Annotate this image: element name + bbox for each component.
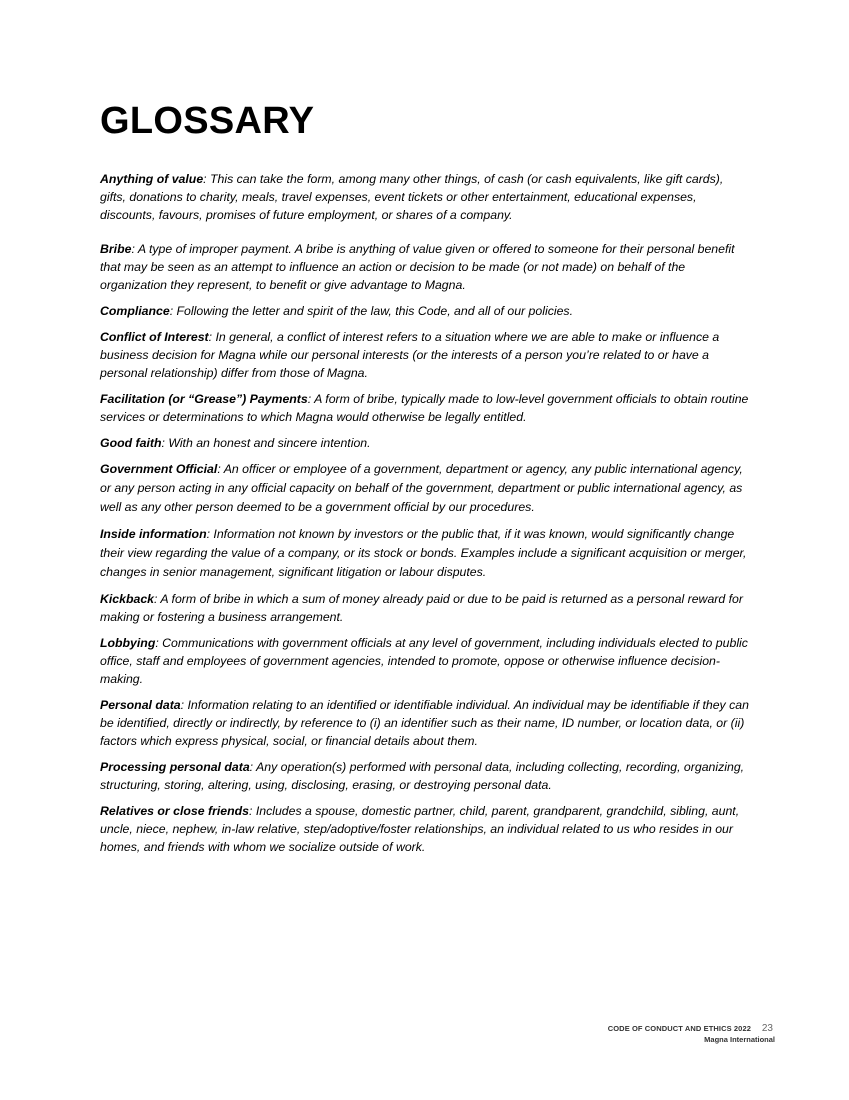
glossary-term: Bribe xyxy=(100,242,132,256)
glossary-term: Inside information xyxy=(100,527,207,541)
glossary-entry-anything-of-value xyxy=(100,170,752,224)
glossary-definition: : In general, a conflict of interest refers to a situation where we are able to make or influence a business decision for Magna while our personal interests (or the interests of a person you’re related to or have a personal relationship) differ from those of Magna. xyxy=(100,330,720,380)
glossary-entry-good-faith xyxy=(100,434,752,452)
glossary-definition: : A form of bribe, typically made to low-level government officials to obtain routine services or determinations to which Magna would otherwise be legally entitled. xyxy=(100,392,749,424)
glossary-entry-kickback xyxy=(100,590,752,626)
glossary-entry-government-official xyxy=(100,460,752,517)
glossary-entry-conflict-of-interest xyxy=(100,328,752,382)
glossary-definition: : A form of bribe in which a sum of money already paid or due to be paid is returned as a personal reward for making or fostering a business arrangement. xyxy=(100,592,743,624)
glossary-entry-facilitation-payments xyxy=(100,390,752,426)
glossary-term: Government Official xyxy=(100,462,218,476)
glossary-definition: : A type of improper payment. A bribe is anything of value given or offered to someone for their personal benefit that may be seen as an attempt to influence an action or decision to be made (or not made) on behalf of the organization they represent, to benefit or give advantage to Magna. xyxy=(100,242,735,292)
glossary-term: Facilitation (or “Grease”) Payments xyxy=(100,392,308,406)
glossary-definition: : Communications with government officials at any level of government, including individuals elected to public office, staff and employees of government agencies, intended to promote, oppose or otherwise influence decision-making. xyxy=(100,636,748,686)
glossary-entry-bribe xyxy=(100,240,752,294)
glossary-term: Lobbying xyxy=(100,636,156,650)
page-title: GLOSSARY xyxy=(100,100,315,142)
glossary-term: Processing personal data xyxy=(100,760,250,774)
footer-document-name: CODE OF CONDUCT AND ETHICS 2022 xyxy=(607,1024,751,1033)
glossary-entry-compliance xyxy=(100,302,752,320)
glossary-definition: : Includes a spouse, domestic partner, child, parent, grandparent, grandchild, sibling, aunt, uncle, niece, nephew, in-law relative, step/adoptive/foster relationships, an individual related to us who resides in our homes, and friends with whom we socialize outside of work. xyxy=(100,804,740,854)
glossary-term: Anything of value xyxy=(100,172,204,186)
page-number: 23 xyxy=(761,1023,773,1034)
glossary-term: Compliance xyxy=(100,304,170,318)
glossary-definition: : Information not known by investors or the public that, if it was known, would significantly change their view regarding the value of a company, or its stock or bonds. Examples include a significant acquisition or merger, changes in senior management, significant litigation or labour disputes. xyxy=(100,527,747,579)
glossary-entry-relatives-or-close-friends xyxy=(100,802,752,856)
glossary-entry-inside-information xyxy=(100,525,752,582)
glossary-term: Conflict of Interest xyxy=(100,330,209,344)
footer-company: Magna International xyxy=(704,1035,775,1044)
glossary-term: Good faith xyxy=(100,436,162,450)
glossary-entry-processing-personal-data xyxy=(100,758,752,794)
glossary-term: Relatives or close friends xyxy=(100,804,249,818)
glossary-term: Kickback xyxy=(100,592,155,606)
glossary-definition: : With an honest and sincere intention. xyxy=(161,436,371,450)
glossary-term: Personal data xyxy=(100,698,181,712)
glossary-list xyxy=(100,170,752,856)
glossary-entry-personal-data xyxy=(100,696,752,750)
glossary-definition: : Following the letter and spirit of the law, this Code, and all of our policies. xyxy=(169,304,573,318)
glossary-definition: : Any operation(s) performed with personal data, including collecting, recording, organizing, structuring, storing, altering, using, disclosing, erasing, or destroying personal data. xyxy=(100,760,745,792)
glossary-definition: : Information relating to an identified or identifiable individual. An individual may be identifiable if they can be identified, directly or indirectly, by reference to (i) an identifier such as their name, ID number, or location data, or (ii) factors which express physical, social, or financial details about them. xyxy=(100,698,749,748)
glossary-definition: : An officer or employee of a government, department or agency, any public international agency, or any person acting in any official capacity on behalf of the government, department or public international agency, as well as any other person deemed to be a government official by our procedures. xyxy=(100,462,743,514)
glossary-entry-lobbying xyxy=(100,634,752,688)
glossary-definition: : This can take the form, among many other things, of cash (or cash equivalents, like gift cards), gifts, donations to charity, meals, travel expenses, event tickets or other entertainment, educational expenses, discounts, favours, promises of future employment, or shares of a company. xyxy=(100,172,724,222)
